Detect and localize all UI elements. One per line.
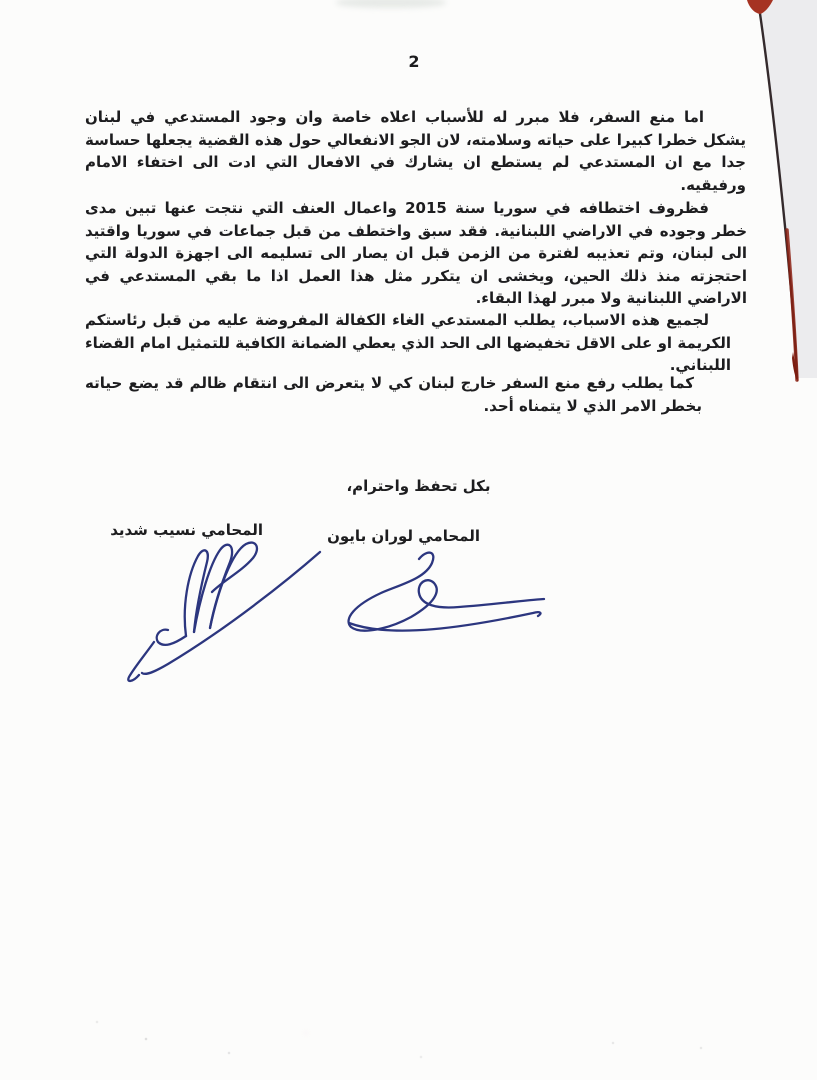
- lawyer-name-nassib-chedid: المحامي نسيب شديد: [110, 521, 263, 539]
- paragraph-travel-ban-justification: اما منع السفر، فلا مبرر له للأسباب اعلاه خاصة وان وجود المستدعي في لبنان يشكل خطرا كبيرا على حياته وسلامته، لان الجو الانفعالي حول هذه القضية يجعلها حساسة جدا مع ان المستدعي لم يستطع ان يشارك في الافعال التي ادت الى اختفاء الامام ورفيقيه.: [85, 108, 746, 194]
- paragraph-kidnapping-circumstances: فظروف اختطافه في سوريا سنة 2015 واعمال العنف التي نتجت عنها تبين مدى خطر وجوده في الاراضي اللبنانية. فقد سبق واختطف من قبل جماعات في سوريا واقتيد الى لبنان، وتم تعذيبه لفترة من الزمن قبل ان يصار الى تسليمه الى اجهزة الدولة التي احتجزته منذ ذلك الحين، ويخشى ان يتكرر مثل هذا العمل اذا ما بقي المستدعي في الاراضي اللبنانية ولا مبرر لهذا البقاء.: [85, 199, 747, 307]
- signature-nassib-chedid: [108, 536, 340, 688]
- signature-laurent-bayon: [337, 549, 549, 637]
- lawyer-name-laurent-bayon: المحامي لوران بايون: [327, 527, 480, 545]
- paragraph-bail-cancellation-request: لجميع هذه الاسباب، يطلب المستدعي الغاء الكفالة المفروضة عليه من قبل رئاستكم الكريمة او على الاقل تخفيضها الى الحد الذي يعطي الضمانة الكافية للتمثيل امام القضاء اللبناني.: [85, 311, 731, 374]
- closing-salutation: بكل تحفظ واحترام،: [346, 477, 491, 495]
- scan-smudge-artifact: [336, 0, 446, 8]
- paragraph-travel-ban-lift-request: كما يطلب رفع منع السفر خارج لبنان كي لا يتعرض الى انتقام ظالم قد يضع حياته بخطر الامر الذي لا يتمناه أحد.: [85, 374, 702, 415]
- page-number: 2: [408, 52, 420, 71]
- scan-speckle-artifacts: [0, 0, 2, 2]
